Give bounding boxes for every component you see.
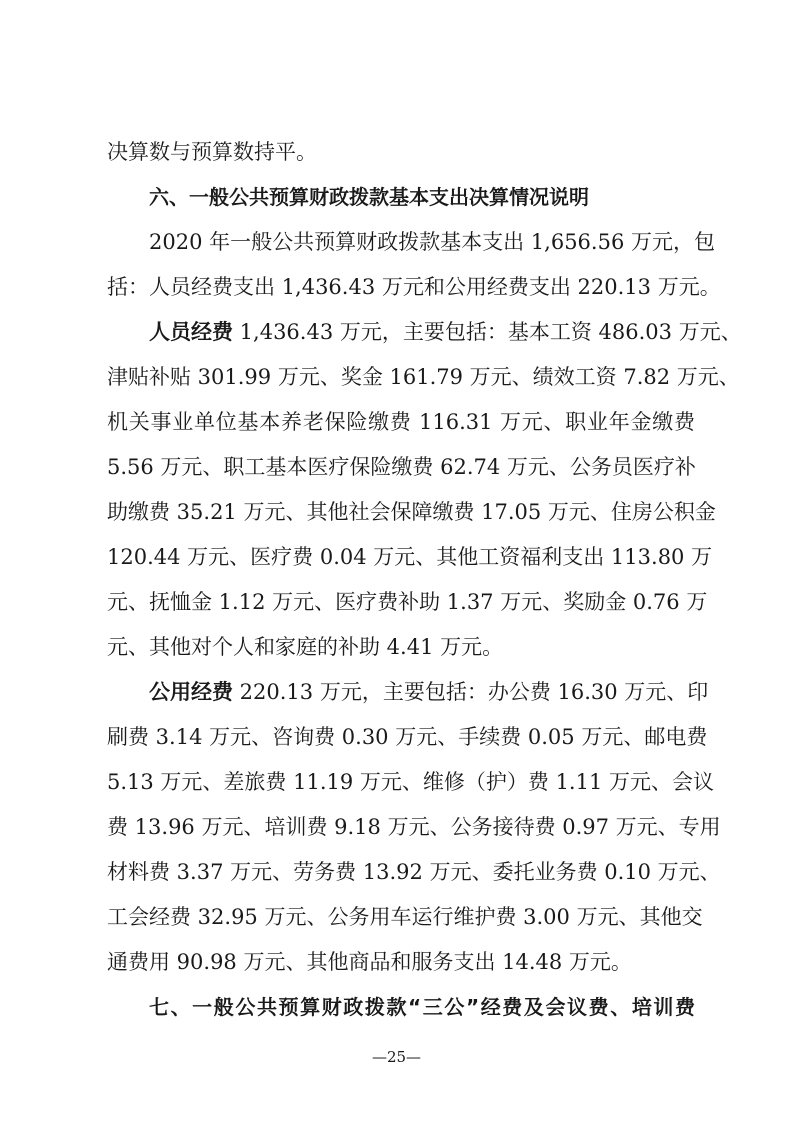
paragraph-line — [149, 678, 709, 706]
paragraph-line — [149, 318, 742, 346]
paragraph-line: 通费用 90.98 万元、其他商品和服务支出 14.48 万元。 — [107, 950, 632, 974]
paragraph-line: 5.56 万元、职工基本医疗保险缴费 62.74 万元、公务员医疗补 — [107, 455, 696, 479]
paragraph-line: 元、其他对个人和家庭的补助 4.41 万元。 — [107, 635, 504, 659]
section-heading-6: 六、一般公共预算财政拨款基本支出决算情况说明 — [149, 185, 589, 209]
paragraph-line: 括：人员经费支出 1,436.43 万元和公用经费支出 220.13 万元。 — [107, 275, 721, 299]
paragraph-text: 220.13 万元，主要包括：办公费 16.30 万元、印 — [233, 680, 709, 704]
paragraph-line: 费 13.96 万元、培训费 9.18 万元、公务接待费 0.97 万元、专用 — [107, 815, 721, 839]
paragraph-line: 津贴补贴 301.99 万元、奖金 161.79 万元、绩效工资 7.82 万元、 — [107, 365, 740, 389]
paragraph-line: 5.13 万元、差旅费 11.19 万元、维修（护）费 1.11 万元、会议 — [107, 770, 715, 794]
paragraph-text: 1,436.43 万元，主要包括：基本工资 486.03 万元、 — [233, 320, 742, 344]
paragraph-line: 决算数与预算数持平。 — [107, 140, 317, 164]
paragraph-line: 机关事业单位基本养老保险缴费 116.31 万元、职业年金缴费 — [107, 410, 695, 434]
paragraph-line: 材料费 3.37 万元、劳务费 13.92 万元、委托业务费 0.10 万元、 — [107, 860, 721, 884]
paragraph-line: 120.44 万元、医疗费 0.04 万元、其他工资福利支出 113.80 万 — [107, 545, 713, 569]
page-number: —25— — [371, 1048, 422, 1066]
personnel-expense-label: 人员经费 — [149, 320, 233, 344]
public-expense-label: 公用经费 — [149, 680, 233, 704]
paragraph-line: 刷费 3.14 万元、咨询费 0.30 万元、手续费 0.05 万元、邮电费 — [107, 725, 708, 749]
paragraph-line: 元、抚恤金 1.12 万元、医疗费补助 1.37 万元、奖励金 0.76 万 — [107, 590, 708, 614]
section-heading-7: 七、一般公共预算财政拨款“三公”经费及会议费、培训费 — [149, 995, 695, 1019]
paragraph-line: 助缴费 35.21 万元、其他社会保障缴费 17.05 万元、住房公积金 — [107, 500, 716, 524]
paragraph-line: 2020 年一般公共预算财政拨款基本支出 1,656.56 万元，包 — [149, 230, 715, 254]
paragraph-line: 工会经费 32.95 万元、公务用车运行维护费 3.00 万元、其他交 — [107, 905, 703, 929]
